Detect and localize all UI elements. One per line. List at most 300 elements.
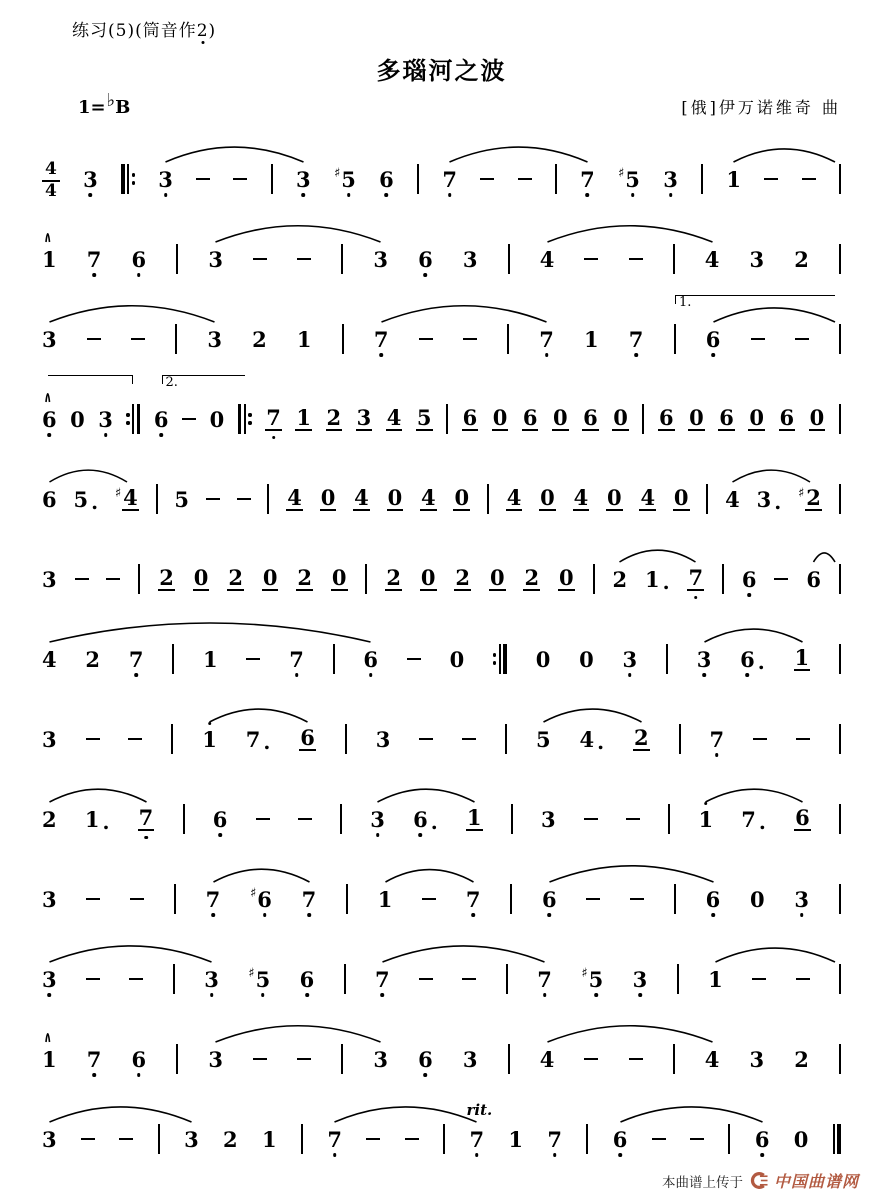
bar-stroke bbox=[487, 484, 489, 514]
note-digit: 6 bbox=[257, 889, 272, 910]
slur-layer bbox=[42, 600, 841, 646]
dash-stroke bbox=[297, 1058, 311, 1061]
barline bbox=[342, 324, 344, 354]
slur bbox=[716, 948, 836, 962]
note-digit: 2 bbox=[524, 564, 540, 590]
augmentation-dot: . bbox=[597, 730, 605, 754]
barline bbox=[506, 964, 508, 994]
note bbox=[454, 564, 471, 594]
rest-note bbox=[492, 404, 509, 434]
note bbox=[379, 164, 394, 194]
time-signature-denominator: 4 bbox=[45, 181, 57, 201]
note bbox=[248, 964, 270, 994]
dash-extension bbox=[690, 1124, 704, 1154]
dash-stroke bbox=[196, 178, 210, 181]
barline bbox=[679, 724, 681, 754]
barline bbox=[728, 1124, 730, 1154]
note-digit: 3 bbox=[756, 486, 772, 512]
low-octave-dot bbox=[594, 993, 598, 997]
rest-note bbox=[750, 884, 765, 914]
barline bbox=[172, 644, 174, 674]
slur-layer bbox=[42, 520, 841, 566]
dash-stroke bbox=[751, 338, 765, 341]
barline bbox=[839, 964, 841, 994]
low-octave-dot bbox=[471, 913, 475, 917]
dash-extension bbox=[774, 564, 788, 594]
low-octave-dot bbox=[385, 193, 389, 197]
bar-stroke bbox=[333, 644, 335, 674]
low-octave-dot bbox=[137, 273, 141, 277]
dash-extension bbox=[130, 884, 144, 914]
bar-stroke bbox=[839, 484, 841, 514]
note-digit: 4 bbox=[640, 484, 656, 510]
note-digit: 0 bbox=[331, 564, 347, 590]
bar-stroke bbox=[171, 724, 173, 754]
note bbox=[749, 1044, 764, 1074]
barline bbox=[344, 964, 346, 994]
repeat-dots bbox=[248, 404, 251, 434]
note bbox=[300, 964, 315, 994]
low-octave-dot bbox=[347, 193, 351, 197]
note bbox=[326, 404, 343, 434]
note-digit: 6 bbox=[379, 169, 394, 190]
dash-extension bbox=[366, 1124, 380, 1154]
note-digit: 1 bbox=[644, 566, 660, 592]
bar-stroke bbox=[510, 884, 512, 914]
barline bbox=[341, 244, 343, 274]
augmentation-dot: . bbox=[102, 810, 110, 834]
key-prefix: 1= bbox=[78, 97, 106, 118]
slur bbox=[210, 709, 308, 722]
augmentation-dot: . bbox=[774, 490, 782, 514]
note bbox=[663, 164, 678, 194]
rest-note bbox=[536, 644, 551, 674]
site-name: 中国曲谱网 bbox=[773, 1172, 859, 1191]
note bbox=[299, 724, 316, 754]
low-octave-dot bbox=[48, 993, 52, 997]
bar-stroke bbox=[173, 964, 175, 994]
barline bbox=[341, 1044, 343, 1074]
note-digit: 6 bbox=[418, 249, 433, 270]
upload-note: 本曲谱上传于 bbox=[661, 1174, 743, 1190]
barline bbox=[508, 1044, 510, 1074]
dash-stroke bbox=[802, 178, 816, 181]
dash-extension bbox=[256, 804, 270, 834]
note-digit: 4 bbox=[287, 484, 302, 510]
rest-note bbox=[809, 404, 826, 434]
note bbox=[573, 484, 590, 514]
bar-stroke bbox=[833, 1124, 835, 1154]
score-line-1 bbox=[42, 120, 841, 200]
dash-stroke bbox=[795, 338, 809, 341]
note bbox=[286, 484, 303, 514]
note bbox=[740, 644, 765, 674]
barline bbox=[183, 804, 185, 834]
note-digit: 7 bbox=[537, 969, 552, 990]
bar-stroke bbox=[340, 804, 342, 834]
low-octave-dot bbox=[638, 993, 642, 997]
note-digit: 6 bbox=[131, 1049, 146, 1070]
dash-extension bbox=[419, 964, 433, 994]
dash-extension bbox=[106, 564, 120, 594]
note bbox=[420, 484, 437, 514]
note bbox=[42, 1044, 57, 1074]
low-octave-dot bbox=[92, 1073, 96, 1077]
dash-stroke bbox=[626, 818, 640, 821]
dash-stroke bbox=[256, 818, 270, 821]
barline bbox=[346, 884, 348, 914]
note bbox=[629, 324, 644, 354]
score-line-11 bbox=[42, 920, 841, 1000]
note-digit: 0 bbox=[420, 564, 436, 590]
slur bbox=[50, 470, 128, 482]
note bbox=[208, 1044, 223, 1074]
low-octave-dot bbox=[381, 993, 385, 997]
note bbox=[541, 804, 556, 834]
dash-stroke bbox=[774, 578, 788, 581]
low-octave-dot bbox=[634, 353, 638, 357]
dash-extension bbox=[407, 644, 421, 674]
note bbox=[296, 164, 311, 194]
note-digit: 7 bbox=[375, 969, 390, 990]
low-octave-dot bbox=[376, 833, 380, 837]
key-letter: B bbox=[115, 97, 131, 118]
note bbox=[174, 484, 189, 514]
low-octave-dot bbox=[272, 436, 276, 440]
note bbox=[250, 884, 272, 914]
barline bbox=[443, 1124, 445, 1154]
note-digit: 5 bbox=[174, 486, 190, 512]
augmentation-dot: . bbox=[91, 490, 99, 514]
note bbox=[794, 1044, 809, 1074]
note bbox=[115, 484, 139, 514]
barline bbox=[839, 644, 841, 674]
note bbox=[42, 484, 57, 514]
note-digit: 5 bbox=[256, 969, 271, 990]
volta-label: 2. bbox=[165, 375, 178, 390]
note-digit: 6 bbox=[583, 404, 598, 430]
dash-stroke bbox=[480, 178, 494, 181]
slur-layer bbox=[42, 680, 841, 726]
dash-stroke bbox=[297, 258, 311, 261]
note-digit: 3 bbox=[42, 969, 57, 990]
low-octave-dot bbox=[89, 193, 93, 197]
dash-stroke bbox=[796, 978, 810, 981]
dash-stroke bbox=[419, 978, 433, 981]
bar-stroke bbox=[839, 724, 841, 754]
note-digit: 0 bbox=[607, 484, 622, 510]
augmentation-dot: . bbox=[263, 730, 271, 754]
note bbox=[252, 324, 267, 354]
slur bbox=[50, 623, 371, 642]
note-digit: 3 bbox=[42, 886, 57, 912]
low-octave-dot bbox=[261, 993, 265, 997]
note-digit: 5 bbox=[416, 404, 432, 430]
note bbox=[42, 884, 57, 914]
note-digit: 0 bbox=[553, 404, 568, 430]
note-digit: 0 bbox=[449, 646, 465, 672]
exercise-prefix: 练习(5)(筒音作 bbox=[72, 21, 197, 41]
barline bbox=[668, 804, 670, 834]
bar-stroke bbox=[345, 724, 347, 754]
dash-stroke bbox=[206, 498, 220, 501]
note-digit: 4 bbox=[506, 484, 522, 510]
bar-stroke bbox=[175, 324, 177, 354]
note bbox=[42, 564, 57, 594]
note-digit: 7 bbox=[87, 1049, 102, 1070]
note bbox=[73, 484, 98, 514]
bar-stroke bbox=[839, 884, 841, 914]
note-digit: 6 bbox=[613, 1129, 628, 1150]
rest-note bbox=[489, 564, 506, 594]
note bbox=[207, 324, 222, 354]
dash-extension bbox=[764, 164, 778, 194]
note-digit: 0 bbox=[750, 886, 765, 912]
dash-extension bbox=[196, 164, 210, 194]
bar-stroke bbox=[365, 564, 367, 594]
note-digit: 7 bbox=[206, 889, 221, 910]
bar-stroke bbox=[156, 484, 158, 514]
slur-layer bbox=[42, 440, 841, 486]
note bbox=[42, 804, 57, 834]
slur bbox=[714, 308, 836, 322]
low-octave-dot bbox=[553, 1153, 557, 1157]
bar-stroke bbox=[301, 1124, 303, 1154]
sharp-icon: ♯ bbox=[581, 965, 588, 981]
slur bbox=[50, 789, 147, 802]
note-digit: 0 bbox=[320, 484, 336, 510]
note bbox=[42, 724, 57, 754]
bar-stroke bbox=[586, 1124, 588, 1154]
repeat-end-barline bbox=[126, 404, 140, 434]
note-digit: 6 bbox=[706, 889, 721, 910]
note-digit: 7 bbox=[87, 249, 102, 270]
song-title: 多瑙河之波 bbox=[376, 56, 507, 85]
note-digit: 4 bbox=[386, 404, 402, 430]
note bbox=[83, 164, 98, 194]
note-digit: 2 bbox=[42, 806, 57, 832]
barline bbox=[839, 1044, 841, 1074]
bar-stroke bbox=[642, 404, 644, 434]
note-digit: 2 bbox=[455, 564, 471, 590]
note-digit: 3 bbox=[540, 806, 556, 832]
note bbox=[202, 724, 217, 754]
dash-extension bbox=[586, 884, 600, 914]
note-digit: 3 bbox=[749, 1046, 765, 1072]
note-digit: 3 bbox=[208, 246, 223, 272]
low-octave-dot bbox=[711, 913, 715, 917]
note bbox=[706, 324, 721, 354]
low-octave-dot bbox=[48, 433, 52, 437]
slur bbox=[382, 306, 547, 322]
dash-extension bbox=[584, 244, 598, 274]
note-digit: 4 bbox=[704, 246, 720, 272]
note bbox=[749, 244, 764, 274]
note bbox=[741, 804, 766, 834]
bar-stroke bbox=[183, 804, 185, 834]
dash-extension bbox=[75, 564, 89, 594]
note bbox=[204, 964, 219, 994]
bar-stroke bbox=[555, 164, 557, 194]
note-digit: 6 bbox=[213, 809, 228, 830]
dash-extension bbox=[795, 324, 809, 354]
bar-stroke bbox=[238, 404, 242, 434]
rest-note bbox=[612, 404, 629, 434]
low-octave-dot bbox=[164, 193, 168, 197]
slur bbox=[548, 1026, 713, 1042]
dash-stroke bbox=[86, 898, 100, 901]
rest-note bbox=[193, 564, 210, 594]
bar-stroke bbox=[506, 964, 508, 994]
dash-extension bbox=[86, 884, 100, 914]
note-digit: 7 bbox=[539, 329, 554, 350]
time-signature-numerator: 4 bbox=[42, 161, 60, 182]
augmentation-dot: . bbox=[757, 650, 765, 674]
note-digit: 3 bbox=[373, 246, 388, 272]
note-digit: 6 bbox=[740, 649, 755, 670]
note bbox=[708, 964, 723, 994]
note bbox=[87, 1044, 102, 1074]
barline bbox=[722, 564, 724, 594]
note bbox=[658, 404, 675, 434]
low-octave-dot bbox=[669, 193, 673, 197]
note-digit: 3 bbox=[375, 726, 391, 752]
slur bbox=[383, 946, 545, 962]
note bbox=[42, 1124, 57, 1154]
low-octave-dot bbox=[548, 913, 552, 917]
note-digit: 1 bbox=[794, 644, 810, 670]
barline bbox=[674, 324, 676, 354]
note bbox=[794, 804, 811, 834]
dash-stroke bbox=[584, 818, 598, 821]
note bbox=[227, 564, 244, 594]
dash-stroke bbox=[106, 578, 120, 581]
dash-extension bbox=[422, 884, 436, 914]
dash-stroke bbox=[584, 258, 598, 261]
barline bbox=[839, 724, 841, 754]
note bbox=[794, 644, 811, 674]
barline bbox=[345, 724, 347, 754]
barline bbox=[839, 564, 841, 594]
score-line-4 bbox=[42, 360, 841, 440]
note-digit: 3 bbox=[633, 969, 648, 990]
note-digit: 6 bbox=[542, 889, 557, 910]
bar-stroke bbox=[839, 324, 841, 354]
dash-extension bbox=[518, 164, 532, 194]
slur-layer bbox=[42, 120, 841, 166]
augmentation-dot: . bbox=[758, 810, 766, 834]
dash-stroke bbox=[630, 898, 644, 901]
note-digit: 0 bbox=[793, 1126, 809, 1152]
bar-stroke bbox=[344, 964, 346, 994]
note bbox=[375, 964, 390, 994]
barline bbox=[673, 244, 675, 274]
note-digit: 2 bbox=[326, 404, 342, 430]
note-digit: 5 bbox=[625, 169, 640, 190]
note-digit: 6 bbox=[658, 404, 674, 430]
volta-bracket bbox=[675, 295, 835, 310]
note-digit: 7 bbox=[469, 1129, 484, 1150]
barline bbox=[340, 804, 342, 834]
note bbox=[138, 804, 155, 834]
dash-stroke bbox=[419, 738, 433, 741]
repeat-dots bbox=[132, 164, 135, 194]
rest-note bbox=[70, 404, 85, 434]
bar-stroke bbox=[174, 884, 176, 914]
low-octave-dot bbox=[628, 673, 632, 677]
slur bbox=[216, 226, 381, 242]
bar-stroke bbox=[593, 564, 595, 594]
note bbox=[757, 484, 782, 514]
dash-extension bbox=[119, 1124, 133, 1154]
dash-stroke bbox=[405, 1138, 419, 1141]
dash-extension bbox=[253, 244, 267, 274]
bar-stroke bbox=[158, 1124, 160, 1154]
note bbox=[540, 1044, 555, 1074]
dash-stroke bbox=[75, 578, 89, 581]
note bbox=[742, 564, 757, 594]
note-digit: 7 bbox=[547, 1129, 562, 1150]
note-digit: 1 bbox=[583, 326, 599, 352]
note bbox=[580, 724, 605, 754]
slur bbox=[166, 147, 304, 162]
note-digit: 6 bbox=[806, 566, 821, 592]
note-digit: 7 bbox=[442, 169, 457, 190]
note bbox=[463, 244, 478, 274]
low-octave-dot bbox=[448, 193, 452, 197]
note-digit: 4 bbox=[123, 484, 138, 510]
note bbox=[42, 244, 57, 274]
meta-row bbox=[42, 88, 841, 118]
note-digit: 6 bbox=[154, 409, 169, 430]
note bbox=[374, 324, 389, 354]
note bbox=[42, 324, 57, 354]
note-digit: 7 bbox=[129, 649, 144, 670]
exercise-suffix: ) bbox=[208, 21, 217, 41]
note-digit: 3 bbox=[208, 1046, 223, 1072]
note bbox=[302, 884, 317, 914]
note bbox=[687, 564, 704, 594]
low-octave-dot bbox=[424, 1073, 428, 1077]
augmentation-dot: . bbox=[662, 570, 670, 594]
dash-extension bbox=[86, 964, 100, 994]
note-digit: 3 bbox=[623, 649, 638, 670]
note-digit: 4 bbox=[354, 484, 369, 510]
note-digit: 4 bbox=[539, 1046, 555, 1072]
dash-stroke bbox=[253, 258, 267, 261]
note-digit: 1 bbox=[708, 966, 723, 992]
dash-stroke bbox=[366, 1138, 380, 1141]
exercise-label bbox=[72, 16, 841, 41]
note-digit: 0 bbox=[209, 406, 225, 432]
dash-stroke bbox=[419, 338, 433, 341]
note-digit: 6 bbox=[462, 404, 478, 430]
dash-stroke bbox=[128, 738, 142, 741]
bar-stroke bbox=[839, 964, 841, 994]
dash-extension bbox=[626, 804, 640, 834]
note bbox=[522, 404, 539, 434]
note bbox=[536, 724, 551, 754]
bar-stroke bbox=[446, 404, 448, 434]
score-line-5 bbox=[42, 440, 841, 520]
note-digit: 0 bbox=[193, 564, 209, 590]
rest-note bbox=[387, 484, 404, 514]
barline bbox=[839, 244, 841, 274]
bar-stroke bbox=[127, 164, 129, 194]
note-digit: 0 bbox=[70, 406, 85, 432]
slur bbox=[46, 394, 50, 402]
dash-extension bbox=[86, 724, 100, 754]
